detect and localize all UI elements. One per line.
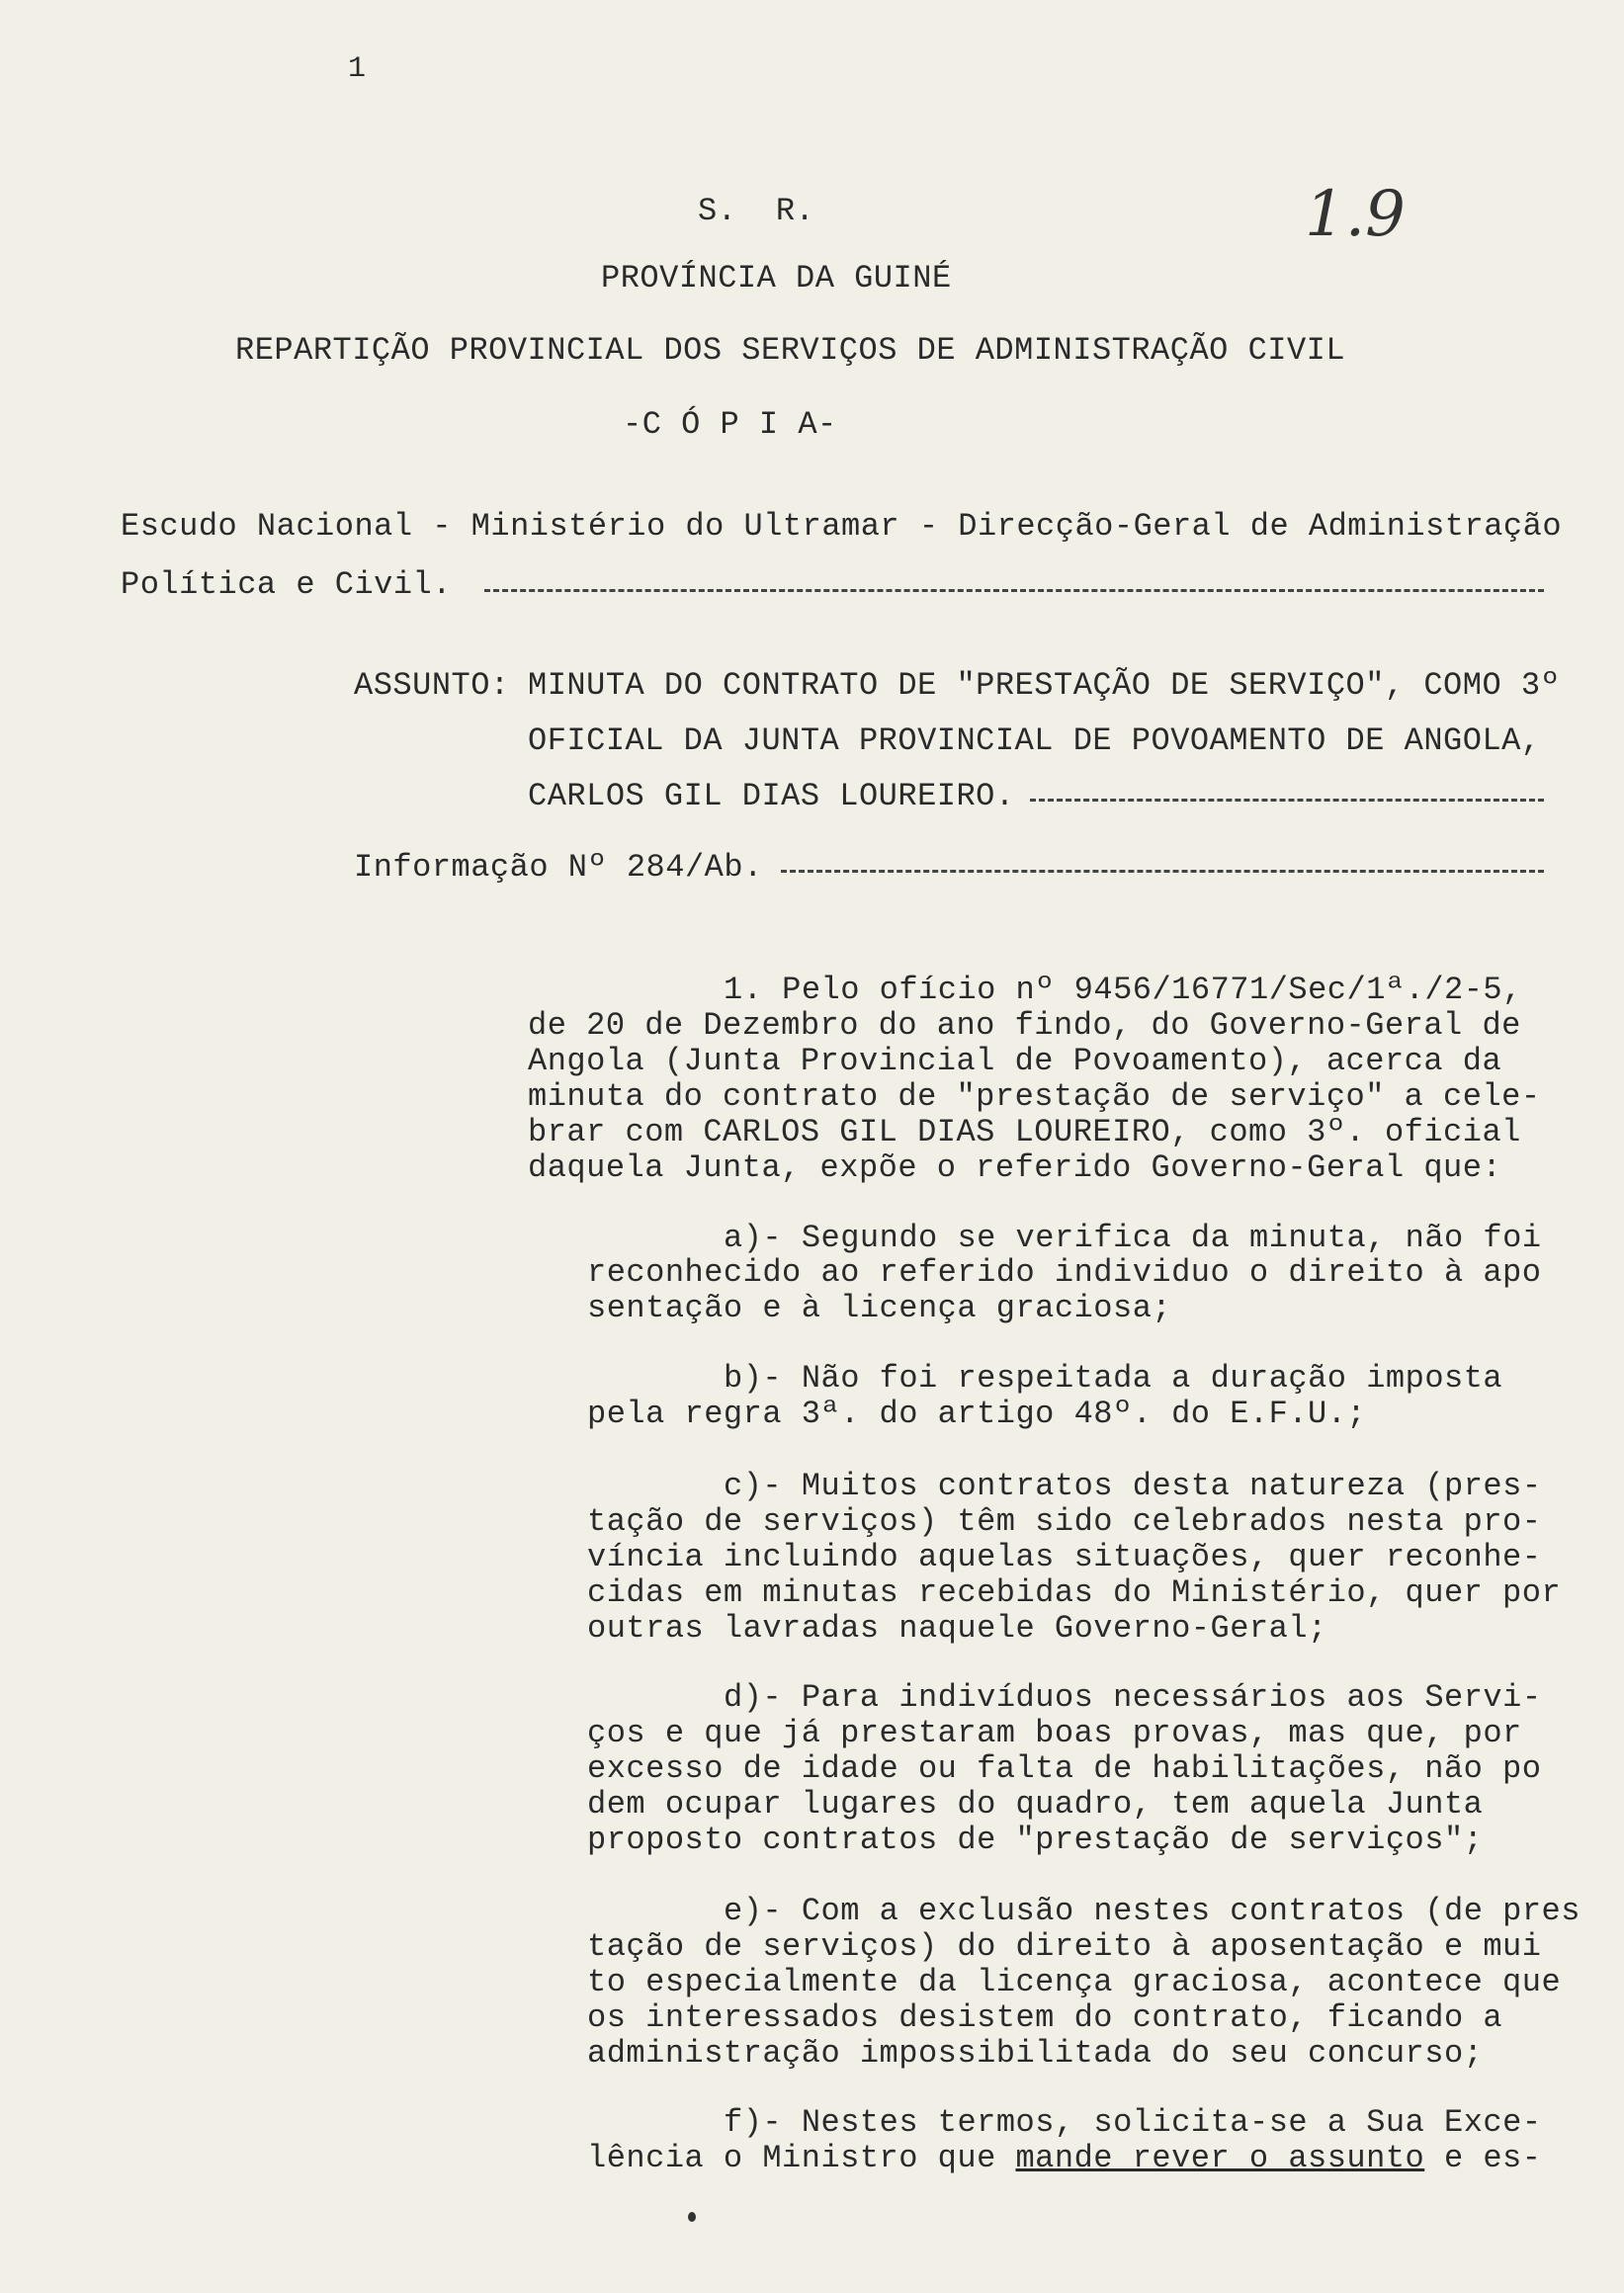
item-e-line-1: e)- Com a exclusão nestes contratos (de pres <box>724 1893 1581 1929</box>
item-d-line-5: proposto contratos de "prestação de serviços"; <box>587 1822 1484 1858</box>
header-department: REPARTIÇÃO PROVINCIAL DOS SERVIÇOS DE ADMINISTRAÇÃO CIVIL <box>235 332 1346 369</box>
item-f-underlined-text: mande rever o assunto <box>1015 2140 1425 2176</box>
item-c-line-5: outras lavradas naquele Governo-Geral; <box>587 1610 1327 1647</box>
item-d-line-3: excesso de idade ou falta de habilitações, não po <box>587 1750 1542 1787</box>
para1-line-1: 1. Pelo ofício nº 9456/16771/Sec/1ª./2-5, <box>724 972 1522 1008</box>
subject-label: ASSUNTO: <box>354 667 510 704</box>
para1-line-5: brar com CARLOS GIL DIAS LOUREIRO, como 3º. oficial <box>528 1114 1521 1150</box>
item-a-line-3: sentação e à licença graciosa; <box>587 1290 1172 1326</box>
item-b-line-1: b)- Não foi respeitada a duração imposta <box>724 1360 1503 1397</box>
origin-line-1: Escudo Nacional - Ministério do Ultramar - Direcção-Geral de Administração <box>121 508 1563 545</box>
bottom-dot-mark <box>688 2212 696 2222</box>
information-dash-rule <box>781 870 1544 873</box>
header-province: PROVÍNCIA DA GUINÉ <box>601 260 952 297</box>
subject-dash-rule <box>1030 799 1544 802</box>
item-b-line-2: pela regra 3ª. do artigo 48º. do E.F.U.; <box>587 1396 1367 1432</box>
item-f-line-2 <box>587 2141 1541 2176</box>
item-d-line-4: dem ocupar lugares do quadro, tem aquela Junta <box>587 1786 1484 1823</box>
header-copy: -C Ó P I A- <box>623 406 837 443</box>
para1-line-6: daquela Junta, expõe o referido Governo-Geral que: <box>528 1149 1502 1186</box>
item-e-line-2: tação de serviços) do direito à aposentação e mui <box>587 1928 1542 1965</box>
item-a-line-1: a)- Segundo se verifica da minuta, não foi <box>724 1220 1542 1256</box>
item-d-line-2: ços e que já prestaram boas provas, mas que, por <box>587 1715 1522 1751</box>
item-c-line-4: cidas em minutas recebidas do Ministério, quer por <box>587 1574 1562 1611</box>
header-sr: S. R. <box>698 193 815 229</box>
page-marker: 1 <box>348 52 367 86</box>
subject-line-2: OFICIAL DA JUNTA PROVINCIAL DE POVOAMENTO DE ANGOLA, <box>528 722 1541 759</box>
origin-line-2: Política e Civil. <box>121 566 452 603</box>
subject-line-1: MINUTA DO CONTRATO DE "PRESTAÇÃO DE SERVIÇO", COMO 3º <box>528 667 1561 704</box>
para1-line-4: minuta do contrato de "prestação de serviço" a cele- <box>528 1078 1541 1115</box>
item-d-line-1: d)- Para indivíduos necessários aos Servi- <box>724 1679 1542 1716</box>
origin-dash-rule <box>484 589 1544 592</box>
item-f-text-end: e es- <box>1424 2140 1542 2176</box>
item-e-line-5: administração impossibilitada do seu concurso; <box>587 2035 1484 2072</box>
item-f-line-1: f)- Nestes termos, solicita-se a Sua Exce- <box>724 2104 1542 2141</box>
handwritten-note: 1.9 <box>1305 178 1406 251</box>
item-c-line-1: c)- Muitos contratos desta natureza (pres- <box>724 1468 1542 1504</box>
item-f-text: lência o Ministro que <box>587 2140 1016 2176</box>
item-e-line-4: os interessados desistem do contrato, ficando a <box>587 1999 1503 2036</box>
item-a-line-2: reconhecido ao referido individuo o direito à apo <box>587 1254 1542 1291</box>
item-c-line-2: tação de serviços) têm sido celebrados nesta pro- <box>587 1503 1542 1540</box>
item-c-line-3: víncia incluindo aquelas situações, quer reconhe- <box>587 1539 1542 1575</box>
item-e-line-3: to especialmente da licença graciosa, acontece que <box>587 1964 1562 2000</box>
para1-line-2: de 20 de Dezembro do ano findo, do Governo-Geral de <box>528 1007 1521 1044</box>
subject-line-3: CARLOS GIL DIAS LOUREIRO. <box>528 778 1015 814</box>
information-number: Informação Nº 284/Ab. <box>354 849 763 886</box>
para1-line-3: Angola (Junta Provincial de Povoamento), acerca da <box>528 1043 1502 1079</box>
